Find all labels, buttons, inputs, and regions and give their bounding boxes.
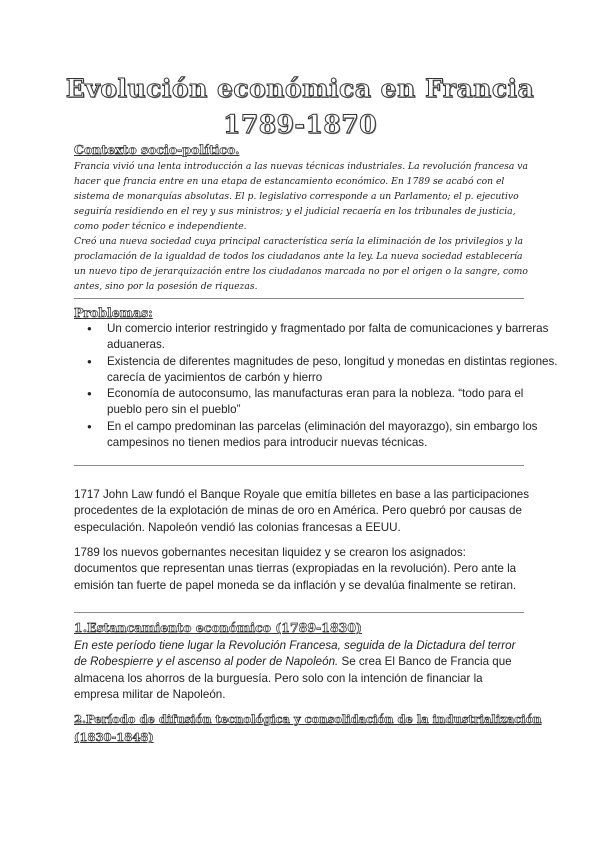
seccion-1-normal-text: Se crea El Banco de Francia que almacena los ahorros de la burguesía. Pero solo con la intención de financiar la empresa militar de Napoleón.	[74, 655, 512, 701]
document-title: Evolución económica en Francia	[65, 74, 535, 103]
list-item: ● Economía de autoconsumo, las manufacturas eran para la nobleza. “todo para el pueblo pero sin el pueblo”	[107, 386, 559, 419]
historia-paragraph-1: 1717 John Law fundó el Banque Royale que emitía billetes en base a las participaciones procedentes de la explotación de minas de oro en América. Pero quebró por causas de especulación. Napoleón vendió las colonias francesas a EEUU.	[74, 488, 530, 534]
list-item: ● En el campo predominan las parcelas (eliminación del mayorazgo), sin embargo los campesinos no tienen medios para introducir nuevas técnicas.	[107, 419, 559, 452]
contexto-heading: Contexto socio-político.	[74, 142, 240, 157]
section-divider	[74, 612, 524, 613]
problemas-list	[74, 321, 559, 451]
seccion-2-heading-years: (1830-1848)	[74, 730, 154, 744]
contexto-paragraph-1: Francia vivió una lenta introducción a las nuevas técnicas industriales. La revolución francesa va hacer que francia entre en una etapa de estancamiento económico. En 1789 se acabó con el sistema de monarquías absolutas. El p. legislativo corresponde a un Parlamento; el p. ejecutivo seguiría residiendo en el rey y sus ministros; y el judicial recaería en los tribunales de justicia, como poder técnico e independiente.	[74, 161, 528, 232]
contexto-paragraph-2: Creó una nueva sociedad cuya principal característica sería la eliminación de los privilegios y la proclamación de la igualdad de todos los ciudadanos ante la ley. La nueva sociedad establecería un nuevo tipo de jerarquización entre los ciudadanos marcada no por el origen o la sangre, como antes, sino por la posesión de riquezas.	[74, 236, 528, 292]
list-item: ● Un comercio interior restringido y fragmentado por falta de comunicaciones y barreras aduaneras.	[107, 321, 559, 354]
seccion-2-heading: 2.Período de difusión tecnológica y consolidación de la industrialización	[74, 712, 542, 726]
historia-paragraph-2: 1789 los nuevos gobernantes necesitan liquidez y se crearon los asignados: documentos que representan unas tierras (expropiadas en la revolución). Pero ante la emisión tan fuerte de papel moneda se da inflación y se devalúa finalmente se retiran.	[74, 546, 517, 592]
seccion-1-italic-text: En este período tiene lugar la Revolución Francesa, seguida de la Dictadura del terror de Robespierre y el ascenso al poder de Napoleón.	[74, 639, 516, 669]
seccion-1-heading: 1.Estancamiento económico (1789-1830)	[74, 620, 362, 635]
document-title-years: 1789-1870	[222, 110, 378, 139]
problemas-heading: Problemas:	[74, 305, 153, 320]
list-item: ● Existencia de diferentes magnitudes de peso, longitud y monedas en distintas regiones. carecía de yacimientos de carbón y hierro	[107, 354, 559, 387]
section-divider	[74, 465, 524, 466]
seccion-1-paragraph	[74, 638, 530, 703]
section-divider	[74, 298, 524, 299]
